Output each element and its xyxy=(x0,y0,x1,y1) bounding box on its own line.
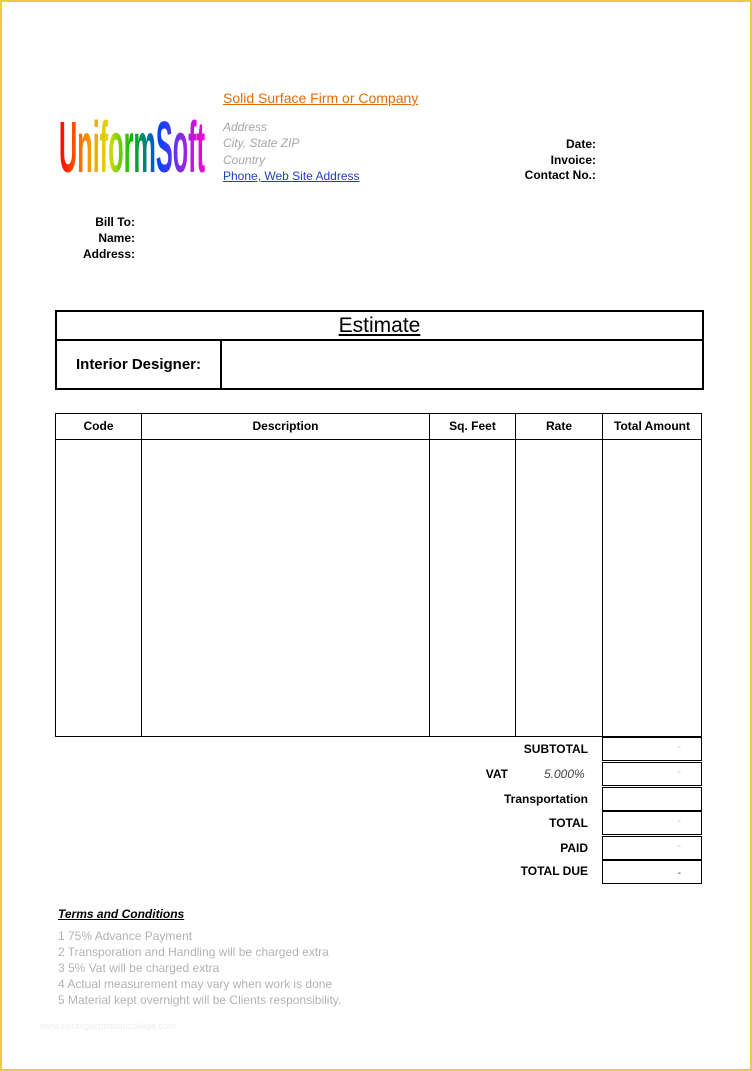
company-logo xyxy=(59,86,209,178)
column-header-code: Code xyxy=(83,419,114,433)
terms-title: Terms and Conditions xyxy=(58,907,185,921)
line-items-table xyxy=(55,413,702,737)
subtotal-field[interactable] xyxy=(602,737,702,761)
total-value: - xyxy=(677,816,681,827)
vat-label: VAT xyxy=(485,767,508,781)
term-item: 2 Transporation and Handling will be charged extra xyxy=(58,945,329,959)
company-city-state-zip: City, State ZIP xyxy=(223,136,300,150)
paid-value: - xyxy=(677,841,681,852)
total-field[interactable] xyxy=(602,811,702,835)
date-label: Date: xyxy=(565,137,596,151)
term-item: 1 75% Advance Payment xyxy=(58,929,193,943)
column-header-total-amount: Total Amount xyxy=(614,419,690,433)
contact-number-label: Contact No.: xyxy=(524,168,596,182)
table-header-divider xyxy=(56,439,701,440)
column-header-description: Description xyxy=(252,419,319,433)
term-item: 5 Material kept overnight will be Clients responsibility. xyxy=(58,993,342,1007)
paid-field[interactable] xyxy=(602,836,702,860)
total-due-value: - xyxy=(677,868,681,879)
company-address: Address xyxy=(223,120,268,134)
column-header-rate: Rate xyxy=(545,419,572,433)
estimate-title: Estimate xyxy=(57,312,702,341)
name-label: Name: xyxy=(98,231,135,245)
address-label: Address: xyxy=(82,247,135,261)
column-divider xyxy=(602,414,603,736)
invoice-label: Invoice: xyxy=(550,153,596,167)
total-label: TOTAL xyxy=(549,816,588,830)
logo-text: UniformSoft xyxy=(59,108,206,178)
interior-designer-label: Interior Designer: xyxy=(57,341,222,388)
total-due-field[interactable] xyxy=(602,860,702,884)
term-item: 4 Actual measurement may vary when work is done xyxy=(58,977,333,991)
transportation-label: Transportation xyxy=(503,792,588,806)
vat-field[interactable] xyxy=(602,762,702,786)
column-divider xyxy=(141,414,142,736)
subtotal-label: SUBTOTAL xyxy=(523,742,588,756)
column-divider xyxy=(515,414,516,736)
watermark: www.heritagechristiancollege.com xyxy=(40,1021,176,1031)
column-header-sq-feet: Sq. Feet xyxy=(449,419,496,433)
total-due-label: TOTAL DUE xyxy=(520,864,588,878)
vat-rate: 5.000% xyxy=(544,767,585,781)
bill-to-label: Bill To: xyxy=(95,215,135,229)
contact-link[interactable]: Phone, Web Site Address xyxy=(223,169,360,183)
subtotal-value: - xyxy=(677,742,681,753)
estimate-box xyxy=(55,310,704,390)
transportation-field[interactable] xyxy=(602,787,702,811)
company-country: Country xyxy=(223,153,266,167)
term-item: 3 5% Vat will be charged extra xyxy=(58,961,220,975)
column-divider xyxy=(429,414,430,736)
vat-value: - xyxy=(677,767,681,778)
paid-label: PAID xyxy=(560,841,588,855)
company-name[interactable]: Solid Surface Firm or Company xyxy=(223,90,419,106)
